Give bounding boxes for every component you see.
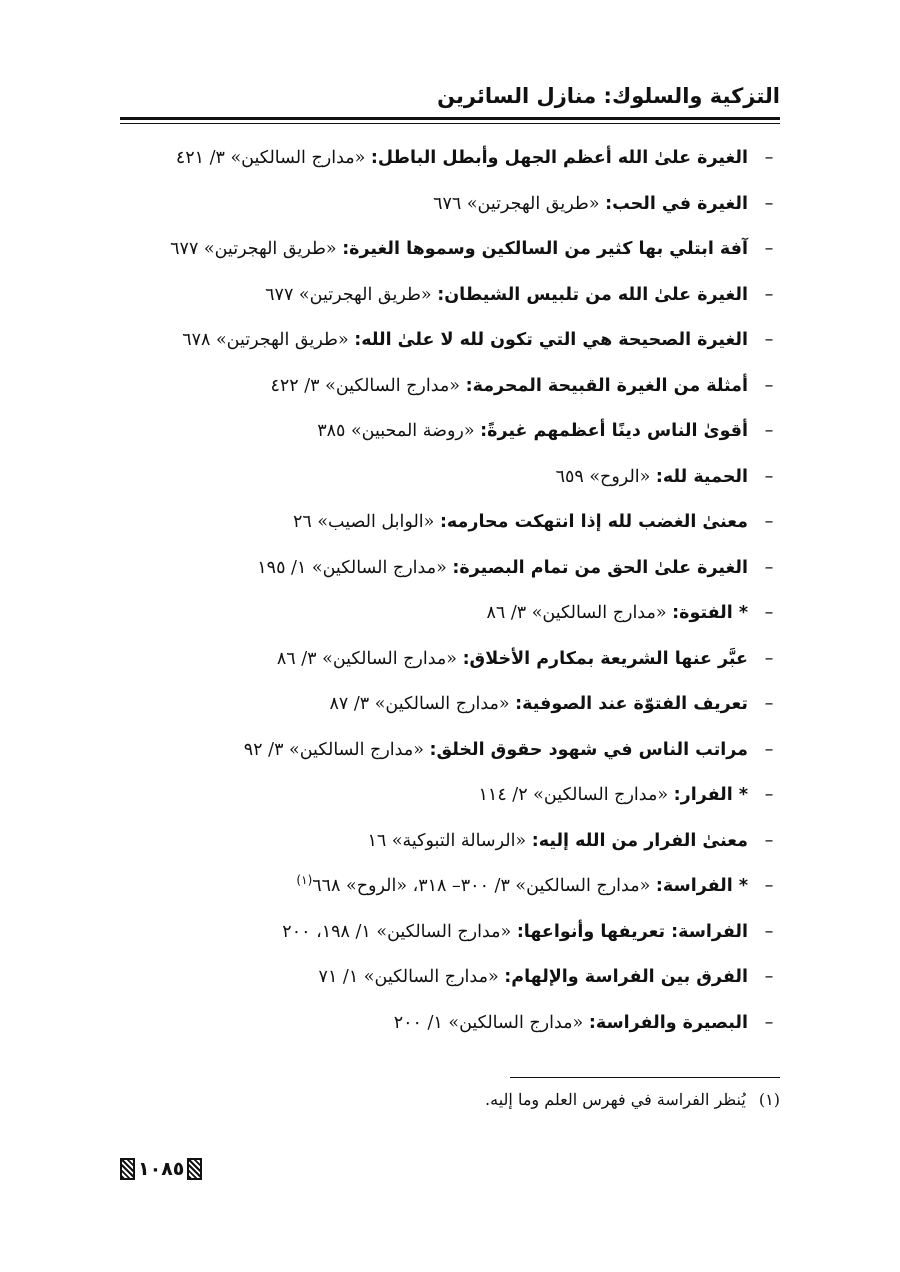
entry-topic: أقوىٰ الناس دينًا أعظمهم غيرةً: [480,421,748,441]
index-entry [120,409,780,455]
entry-reference: «طريق الهجرتين» ٦٧٦ [433,193,606,214]
index-entry [120,728,780,774]
entry-reference: «الرسالة التبوكية» ١٦ [367,830,532,851]
index-entry [120,546,780,592]
entry-topic: * الفتوة: [672,603,748,623]
index-entry [120,864,780,910]
footnote-marker: (١) [296,873,313,888]
footnote-number: (١) [758,1090,780,1109]
entry-topic: * الفرار: [673,785,748,805]
entry-dash: – [764,375,774,396]
entry-reference: «مدارج السالكين» ٣/ ٩٢ [243,739,430,760]
entry-topic: الغيرة علىٰ الله أعظم الجهل وأبطل الباطل: [370,148,748,168]
entry-dash: – [764,284,774,305]
footnote-text: يُنظر الفراسة في فهرس العلم وما إليه. [485,1090,746,1109]
ornament-icon [120,1158,135,1180]
entry-dash: – [764,330,774,350]
entry-topic: تعريف الفتوّة عند الصوفية: [515,694,748,714]
entry-dash: – [764,603,774,623]
entry-topic: أمثلة من الغيرة القبيحة المحرمة: [465,375,748,396]
index-entry [120,500,780,546]
entry-reference: «مدارج السالكين» ٣/ ٤٢٢ [270,375,466,396]
header-rule-thick [120,117,780,120]
entry-dash: – [764,876,774,896]
entry-reference: «الوابل الصيب» ٢٦ [292,512,440,532]
index-entry [120,136,780,182]
entry-reference: «طريق الهجرتين» ٦٧٧ [170,239,343,259]
index-entry [120,591,780,637]
entry-dash: – [764,921,774,942]
index-entry [120,318,780,364]
entry-dash: – [764,967,774,987]
index-entry [120,637,780,683]
entry-reference: «مدارج السالكين» ٣/ ٣٠٠– ٣١٨، «الروح» ٦٦٨ [312,876,656,896]
entry-topic: مراتب الناس في شهود حقوق الخلق: [429,739,748,760]
index-entry [120,682,780,728]
entry-reference: «مدارج السالكين» ٣/ ٨٦ [486,603,673,623]
entry-topic: البصيرة والفراسة: [588,1012,748,1033]
entry-reference: «مدارج السالكين» ١/ ١٩٨، ٢٠٠ [282,921,517,942]
page-number: ١٠٨٥ [138,1158,185,1180]
header-rule-thin [120,123,780,124]
entry-topic: آفة ابتلي بها كثير من السالكين وسموها الغيرة: [342,239,748,259]
entry-dash: – [764,557,774,578]
index-entry [120,955,780,1001]
entry-reference: «مدارج السالكين» ٣/ ٨٦ [276,648,463,669]
entry-dash: – [764,239,774,259]
entry-dash: – [764,785,774,805]
index-entry [120,455,780,501]
index-entry [120,773,780,819]
entry-reference: «مدارج السالكين» ٣/ ٨٧ [329,694,516,714]
entry-dash: – [764,148,774,168]
entry-dash: – [764,694,774,714]
entry-dash: – [764,1012,774,1033]
entry-topic: الفراسة: تعريفها وأنواعها: [516,921,748,942]
entry-dash: – [764,421,774,441]
entry-reference: «مدارج السالكين» ١/ ٧١ [318,967,505,987]
entry-reference: «روضة المحبين» ٣٨٥ [317,421,481,441]
entry-dash: – [764,193,774,214]
entry-topic: الغيرة علىٰ الله من تلبيس الشيطان: [437,284,748,305]
footnote [485,1090,780,1109]
footnote-separator [510,1077,780,1078]
index-entry [120,364,780,410]
entry-topic: * الفراسة: [655,876,748,896]
entry-reference: «مدارج السالكين» ١/ ١٩٥ [257,557,453,578]
entry-topic: معنىٰ الغضب لله إذا انتهكت محارمه: [439,512,748,532]
entry-reference: «مدارج السالكين» ٣/ ٤٢١ [175,148,371,168]
entry-dash: – [764,466,774,487]
entry-topic: معنىٰ الفرار من الله إليه: [531,830,748,851]
entry-dash: – [764,648,774,669]
page-number-block [120,1155,202,1183]
ornament-icon [187,1158,202,1180]
entry-topic: الغيرة في الحب: [605,193,748,214]
index-entry-list [120,136,780,1046]
entry-reference: «الروح» ٦٥٩ [555,466,656,487]
entry-reference: «مدارج السالكين» ١/ ٢٠٠ [393,1012,589,1033]
index-entry [120,910,780,956]
entry-reference: «مدارج السالكين» ٢/ ١١٤ [478,785,674,805]
page-header-title: التزكية والسلوك: منازل السائرين [437,84,780,108]
entry-topic: الغيرة علىٰ الحق من تمام البصيرة: [452,557,748,578]
index-entry [120,227,780,273]
entry-dash: – [764,512,774,532]
index-entry [120,1001,780,1047]
index-entry [120,819,780,865]
entry-topic: الغيرة الصحيحة هي التي تكون لله لا علىٰ الله: [354,330,748,350]
entry-topic: الفرق بين الفراسة والإلهام: [504,967,748,987]
entry-dash: – [764,739,774,760]
entry-reference: «طريق الهجرتين» ٦٧٧ [265,284,438,305]
entry-dash: – [764,830,774,851]
entry-topic: عبَّر عنها الشريعة بمكارم الأخلاق: [462,648,748,669]
index-entry [120,273,780,319]
index-entry [120,182,780,228]
entry-reference: «طريق الهجرتين» ٦٧٨ [182,330,355,350]
entry-topic: الحمية لله: [655,466,748,487]
